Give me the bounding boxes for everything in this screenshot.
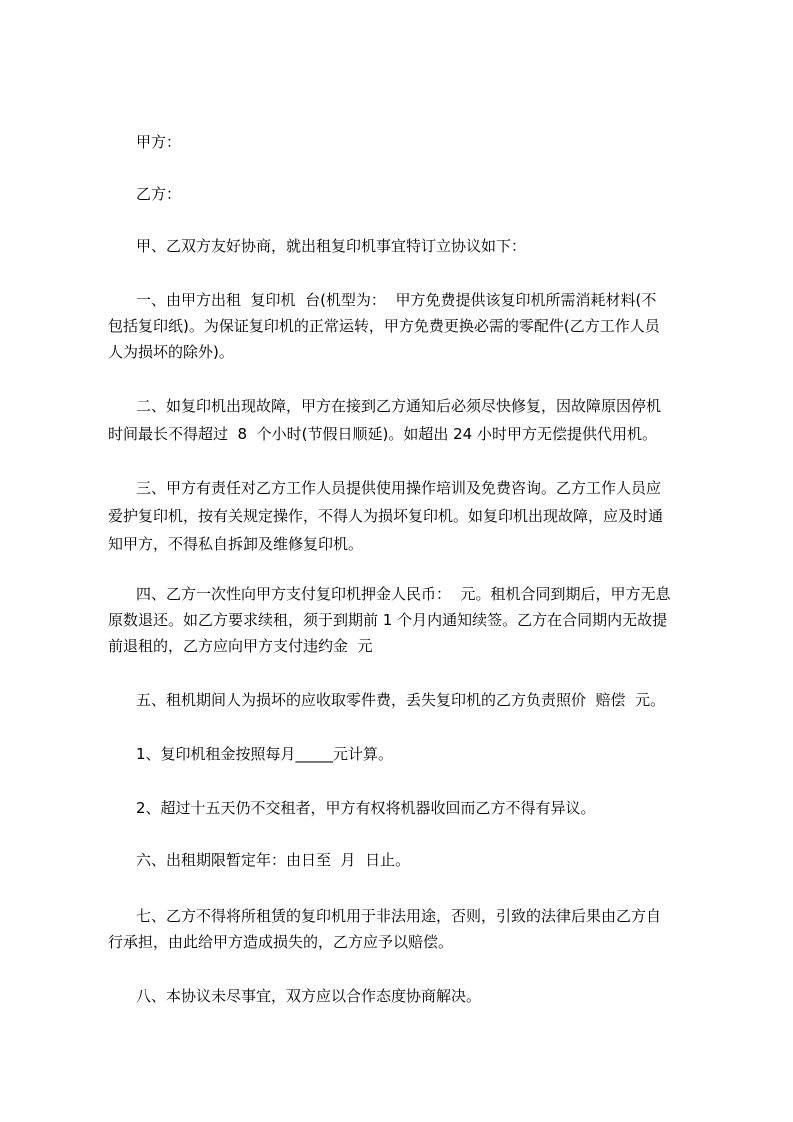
sub-clause-2: 2、超过十五天仍不交租者，甲方有权将机器收回而乙方不得有异议。 (136, 799, 596, 817)
clause-2-line-2: 时间最长不得超过 8 个小时(节假日顺延)。如超出 24 小时甲方无偿提供代用机。 (108, 425, 657, 443)
clause-8: 八、本协议未尽事宜，双方应以合作态度协商解决。 (136, 987, 482, 1005)
clause-3-line-3: 知甲方，不得私自拆卸及维修复印机。 (108, 535, 364, 553)
clause-2-line-1: 二、如复印机出现故障，甲方在接到乙方通知后必须尽快修复，因故障原因停机 (136, 397, 662, 415)
clause-4-line-1: 四、乙方一次性向甲方支付复印机押金人民币： 元。租机合同到期后，甲方无息 (136, 585, 671, 603)
preamble: 甲、乙双方友好协商，就出租复印机事宜特订立协议如下： (136, 237, 527, 255)
party-a-label: 甲方： (136, 133, 182, 151)
clause-1-line-2: 包括复印纸)。为保证复印机的正常运转，甲方免费更换必需的零配件(乙方工作人员 (108, 317, 660, 335)
clause-7-line-1: 七、乙方不得将所租赁的复印机用于非法用途，否则，引致的法律后果由乙方自 (136, 907, 662, 925)
clause-4-line-3: 前退租的，乙方应向甲方支付违约金 元 (108, 637, 373, 655)
clause-1-line-3: 人为损坏的除外)。 (108, 343, 234, 361)
clause-5: 五、租机期间人为损坏的应收取零件费，丢失复印机的乙方负责照价 赔偿 元。 (136, 691, 666, 709)
clause-4-line-2: 原数退还。如乙方要求续租，须于到期前 1 个月内通知续签。乙方在合同期内无故提 (108, 611, 668, 629)
party-b-label: 乙方： (136, 185, 182, 203)
clause-3-line-2: 爱护复印机，按有关规定操作，不得人为损坏复印机。如复印机出现故障，应及时通 (108, 507, 664, 525)
clause-7-line-2: 行承担，由此给甲方造成损失的，乙方应予以赔偿。 (108, 933, 454, 951)
clause-3-line-1: 三、甲方有责任对乙方工作人员提供使用操作培训及免费咨询。乙方工作人员应 (136, 479, 662, 497)
clause-6: 六、出租期限暂定年：由日至 月 日止。 (136, 851, 411, 869)
sub-clause-1: 1、复印机租金按照每月_____元计算。 (136, 745, 394, 763)
clause-1-line-1: 一、由甲方出租 复印机 台(机型为： 甲方免费提供该复印机所需消耗材料(不 (136, 291, 657, 309)
